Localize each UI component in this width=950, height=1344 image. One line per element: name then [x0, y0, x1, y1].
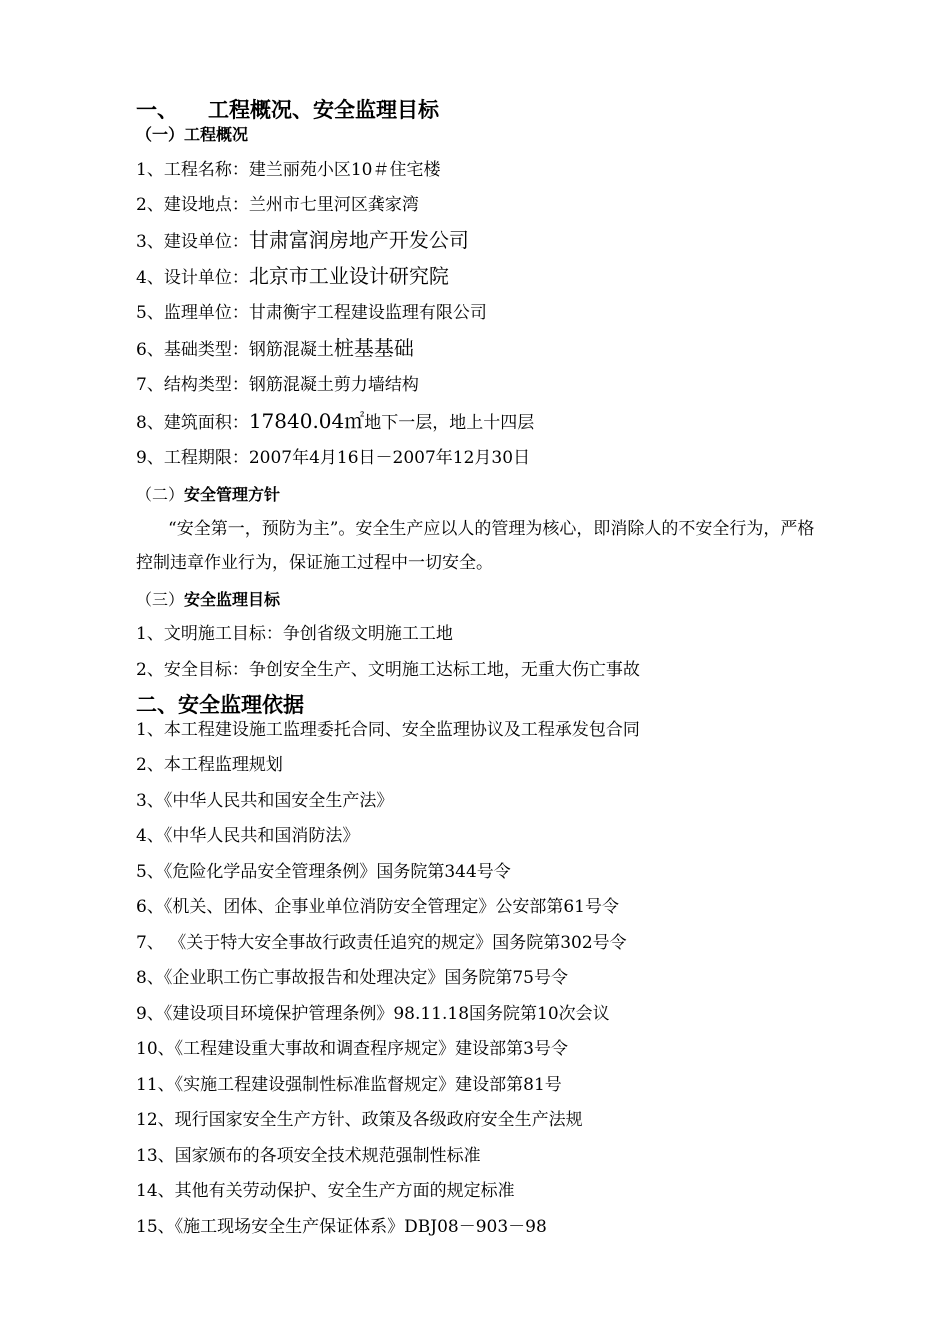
item-value: 建兰丽苑小区10＃住宅楼 — [248, 160, 441, 180]
basis-item: 1、本工程建设施工监理委托合同、安全监理协议及工程承发包合同 — [136, 720, 640, 740]
item-label: 4、设计单位： — [136, 268, 249, 288]
item-value: 甘肃衡宇工程建设监理有限公司 — [248, 303, 487, 323]
goal-item: 2、安全目标：争创安全生产、文明施工达标工地，无重大伤亡事故 — [136, 660, 640, 680]
goals-heading-prefix: （三） — [136, 590, 185, 609]
overview-item — [136, 159, 440, 181]
item-value-emphasis: 17840.04㎡ — [248, 409, 365, 433]
item-value: 甘肃富润房地产开发公司 — [248, 228, 469, 252]
item-label: 3、建设单位： — [136, 232, 249, 252]
item-label: 8、建筑面积： — [136, 413, 249, 433]
basis-item: 7、 《关于特大安全事故行政责任追究的规定》国务院第302号令 — [136, 933, 627, 953]
item-label: 1、工程名称： — [136, 160, 249, 180]
policy-heading-prefix: （二） — [136, 485, 185, 504]
goal-item: 1、文明施工目标：争创省级文明施工工地 — [136, 624, 453, 644]
item-value: 钢筋混凝土剪力墙结构 — [248, 375, 419, 395]
overview-item — [136, 265, 449, 289]
overview-item — [136, 229, 469, 253]
basis-item: 12、现行国家安全生产方针、政策及各级政府安全生产法规 — [136, 1110, 583, 1130]
section1-heading-number: 一、 — [136, 98, 178, 122]
overview-item — [136, 302, 487, 324]
basis-item: 3、《中华人民共和国安全生产法》 — [136, 791, 394, 811]
item-value: 北京市工业设计研究院 — [248, 264, 449, 288]
policy-heading — [136, 484, 280, 506]
item-label: 5、监理单位： — [136, 303, 249, 323]
section1-heading-title: 工程概况、安全监理目标 — [208, 98, 439, 122]
basis-item: 10、《工程建设重大事故和调查程序规定》建设部第3号令 — [136, 1039, 568, 1059]
overview-item — [136, 194, 419, 216]
overview-item — [136, 410, 534, 434]
basis-item: 6、《机关、团体、企事业单位消防安全管理定》公安部第61号令 — [136, 897, 619, 917]
item-value: 地下一层，地上十四层 — [364, 413, 535, 433]
basis-item: 15、《施工现场安全生产保证体系》DBJ08－903－98 — [136, 1217, 547, 1237]
basis-item: 11、《实施工程建设强制性标准监督规定》建设部第81号 — [136, 1075, 562, 1095]
basis-item: 4、《中华人民共和国消防法》 — [136, 826, 360, 846]
basis-item: 14、其他有关劳动保护、安全生产方面的规定标准 — [136, 1181, 515, 1201]
policy-paragraph: “安全第一，预防为主”。安全生产应以人的管理为核心，即消除人的不安全行为，严格控制违章作业行为，保证施工过程中一切安全。 — [136, 519, 815, 573]
basis-item: 8、《企业职工伤亡事故报告和处理决定》国务院第75号令 — [136, 968, 568, 988]
item-label: 2、建设地点： — [136, 195, 249, 215]
goals-heading-title: 安全监理目标 — [184, 590, 281, 609]
overview-item — [136, 374, 419, 396]
goals-heading — [136, 589, 280, 611]
item-label: 7、结构类型： — [136, 375, 249, 395]
overview-item — [136, 337, 414, 361]
item-value: 钢筋混凝土 — [248, 340, 334, 360]
basis-item: 9、《建设项目环境保护管理条例》98.11.18国务院第10次会议 — [136, 1004, 610, 1024]
item-value-emphasis: 桩基基础 — [333, 336, 414, 360]
item-label: 6、基础类型： — [136, 340, 249, 360]
section1-heading — [136, 97, 439, 123]
item-value: 2007年4月16日－2007年12月30日 — [248, 448, 531, 468]
basis-item: 13、国家颁布的各项安全技术规范强制性标准 — [136, 1146, 481, 1166]
item-value: 兰州市七里河区龚家湾 — [248, 195, 419, 215]
overview-heading: （一）工程概况 — [136, 125, 249, 144]
overview-item — [136, 447, 530, 469]
basis-item: 5、《危险化学品安全管理条例》国务院第344号令 — [136, 862, 511, 882]
policy-heading-title: 安全管理方针 — [184, 485, 281, 504]
basis-item: 2、本工程监理规划 — [136, 755, 283, 775]
section2-heading: 二、安全监理依据 — [136, 693, 304, 717]
item-label: 9、工程期限： — [136, 448, 249, 468]
